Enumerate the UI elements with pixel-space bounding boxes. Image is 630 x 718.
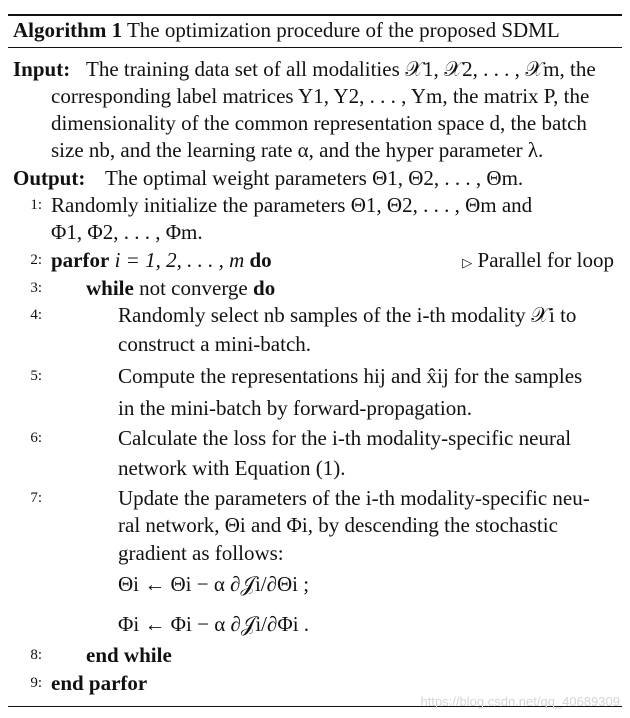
line-number-9: 9: bbox=[30, 675, 42, 691]
while-condition: not converge bbox=[139, 276, 248, 300]
parfor-range: i = 1, 2, . . . , m bbox=[114, 248, 245, 272]
top-rule bbox=[8, 14, 622, 16]
input-line-4: size nb, and the learning rate α, and the hyper parameter λ. bbox=[51, 138, 544, 162]
step-2 bbox=[51, 247, 272, 274]
step-2-comment bbox=[462, 247, 614, 276]
update-equation-phi: Φi ← Φi − α ∂𝒥i/∂Φi . bbox=[118, 612, 310, 636]
algorithm-caption bbox=[13, 17, 623, 44]
line-number-4: 4: bbox=[30, 307, 42, 323]
output-keyword: Output: bbox=[13, 166, 86, 190]
line-number-2: 2: bbox=[30, 252, 42, 268]
watermark: https://blog.csdn.net/qq_40689309 bbox=[420, 694, 620, 709]
algorithm-label: Algorithm 1 bbox=[13, 18, 123, 42]
input-keyword: Input: bbox=[13, 57, 71, 81]
step-4-line-b: construct a mini-batch. bbox=[118, 332, 312, 356]
input-line-2: corresponding label matrices Y1, Y2, . . . , Ym, the matrix P, the bbox=[51, 84, 590, 108]
while-keyword: while bbox=[86, 276, 134, 300]
step-3 bbox=[86, 275, 275, 302]
step-6-line-a: Calculate the loss for the i-th modality-specific neural bbox=[118, 426, 572, 450]
line-number-7: 7: bbox=[30, 490, 42, 506]
end-while: end while bbox=[86, 643, 172, 667]
step-1-line-a: Randomly initialize the parameters Θ1, Θ2, . . . , Θm and bbox=[51, 193, 533, 217]
input-line-3: dimensionality of the common representation space d, the batch bbox=[51, 111, 587, 135]
step-7-line-b: ral network, Θi and Φi, by descending the stochastic bbox=[118, 513, 558, 537]
step-1-line-b: Φ1, Φ2, . . . , Φm. bbox=[51, 220, 203, 244]
line-number-1: 1: bbox=[30, 197, 42, 213]
line-number-6: 6: bbox=[30, 430, 42, 446]
step-5-line-a: Compute the representations hij and x̂ij for the samples bbox=[118, 364, 583, 388]
step-4-line-a: Randomly select nb samples of the i-th modality 𝒳i to bbox=[118, 303, 577, 327]
output-text: The optimal weight parameters Θ1, Θ2, . . . , Θm. bbox=[105, 166, 524, 190]
parfor-keyword: parfor bbox=[51, 248, 110, 272]
comment-triangle-icon: ▷ bbox=[462, 255, 473, 270]
line-number-5: 5: bbox=[30, 368, 42, 384]
comment-text: Parallel for loop bbox=[477, 248, 614, 272]
caption-rule bbox=[8, 47, 622, 48]
step-5-line-b: in the mini-batch by forward-propagation. bbox=[118, 396, 472, 420]
do-keyword: do bbox=[249, 248, 272, 272]
step-7-line-a: Update the parameters of the i-th modality-specific neu- bbox=[118, 486, 590, 510]
while-do-keyword: do bbox=[253, 276, 276, 300]
step-7-line-c: gradient as follows: bbox=[118, 541, 284, 565]
step-6-line-b: network with Equation (1). bbox=[118, 456, 346, 480]
algorithm-title: The optimization procedure of the proposed SDML bbox=[126, 18, 560, 42]
end-parfor: end parfor bbox=[51, 671, 148, 695]
input-line-1: The training data set of all modalities 𝒳1, 𝒳2, . . . , 𝒳m, the bbox=[86, 57, 596, 81]
update-equation-theta: Θi ← Θi − α ∂𝒥i/∂Θi ; bbox=[118, 572, 310, 596]
line-number-8: 8: bbox=[30, 647, 42, 663]
line-number-3: 3: bbox=[30, 280, 42, 296]
